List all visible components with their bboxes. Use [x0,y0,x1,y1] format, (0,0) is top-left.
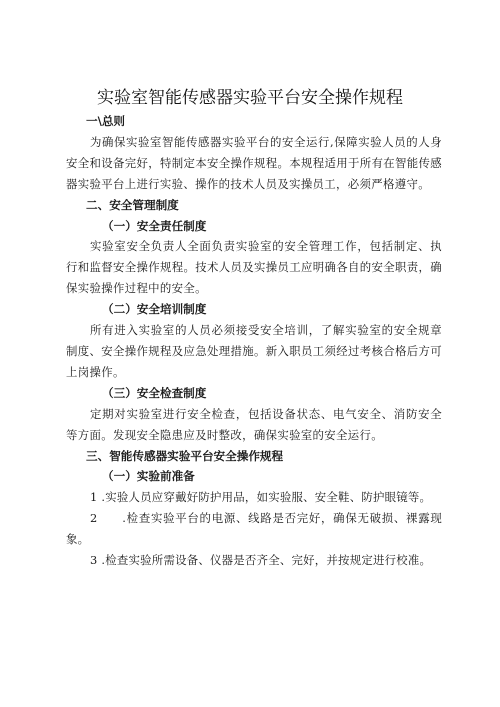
document-title: 实验室智能传感器实验平台安全操作规程 [97,88,403,108]
paragraph-training: 所有进入实验室的人员必须接受安全培训，了解实验室的安全规章制度、安全操作规程及应急处理措施。新入职员工须经过考核合格后方可上岗操作。 [66,323,442,379]
subsection-heading-preparation: （一）实验前准备 [102,469,195,484]
list-item: 3 .检查实验所需设备、仪器是否齐全、完好，并按规定进行校准。 [90,553,432,568]
section-heading-management: 二、安全管理制度 [86,197,179,212]
section-heading-operations: 三、智能传感器实验平台安全操作规程 [86,448,284,463]
document-body [66,111,442,571]
list-item: 1 .实验人员应穿戴好防护用品，如实验服、安全鞋、防护眼镜等。 [90,490,432,505]
section-heading-general: 一\总则 [86,114,126,128]
paragraph-general: 为确保实验室智能传感器实验平台的安全运行,保障实验人员的人身安全和设备完好，特制定本安全操作规程。本规程适用于所有在智能传感器实验平台上进行实验、操作的技术人员及实操员工，必须严格遵守。 [66,134,442,191]
paragraph-inspection: 定期对实验室进行安全检查，包括设备状态、电气安全、消防安全等方面。发现安全隐患应及时整改，确保实验室的安全运行。 [66,406,442,442]
paragraph-responsibility: 实验室安全负责人全面负责实验室的安全管理工作，包括制定、执行和监督安全操作规程。技术人员及实操员工应明确各自的安全职责，确保实验操作过程中的安全。 [66,239,442,296]
list-item: 2 .检查实验平台的电源、线路是否完好，确保无破损、裸露现象。 [66,511,442,547]
subsection-heading-responsibility: （一）安全责任制度 [102,218,207,233]
subsection-heading-training: （二）安全培训制度 [102,302,207,317]
subsection-heading-inspection: （三）安全检查制度 [102,385,207,400]
